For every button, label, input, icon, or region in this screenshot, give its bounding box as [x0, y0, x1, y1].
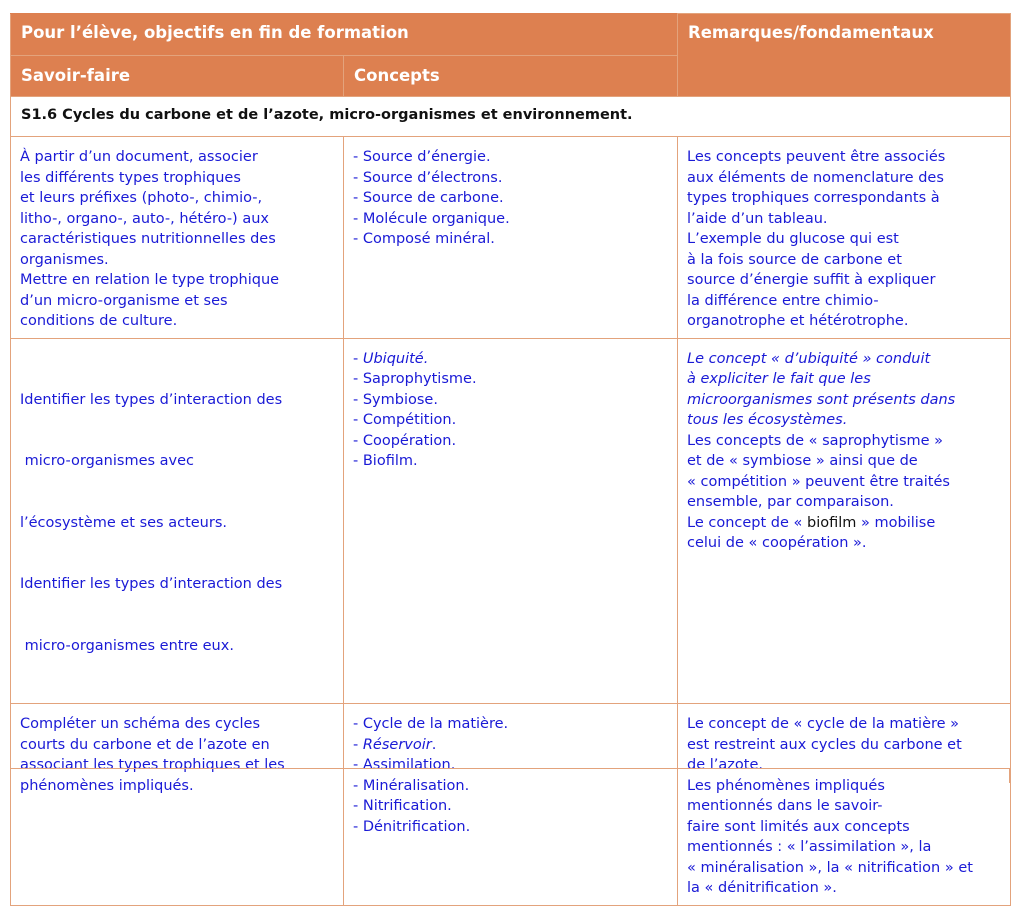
- savoir-faire-cell: [11, 137, 344, 339]
- text-line: tous les écosystèmes.: [687, 412, 848, 428]
- text-line: Les concepts de « saprophytisme »: [687, 432, 944, 449]
- remarques-cell: [678, 137, 1011, 339]
- concept-item: [353, 735, 671, 756]
- text-line: microorganismes sont présents dans: [687, 391, 956, 408]
- header-concepts: Concepts: [354, 66, 440, 85]
- text-line: de l’azote.: [687, 757, 763, 773]
- text-line: la différence entre chimio-: [687, 292, 879, 309]
- text-line: « minéralisation », la « nitrification » et: [687, 859, 973, 876]
- text-line: « compétition » peuvent être traités: [687, 473, 950, 490]
- concept-item: - Molécule organique.: [353, 210, 510, 227]
- concept-item: - Dénitrification.: [353, 818, 471, 835]
- header-savoir-faire-cell: [11, 56, 344, 97]
- concept-dot: .: [431, 736, 437, 753]
- text-line: Les concepts peuvent être associés: [687, 149, 946, 165]
- concept-reservoir: Réservoir: [362, 736, 432, 753]
- section-title: S1.6 Cycles du carbone et de l’azote, micro-organismes et environnement.: [21, 107, 633, 123]
- table-row: [11, 137, 1011, 339]
- text-line: organismes.: [20, 251, 109, 268]
- text-line: Identifier les types d’interaction des: [20, 391, 283, 408]
- header-savoir-faire: Savoir-faire: [21, 66, 131, 85]
- concept-item: - Assimilation.: [353, 757, 456, 773]
- concept-item: - Coopération.: [353, 432, 457, 449]
- table-row: [11, 704, 1011, 906]
- concept-item: - Composé minéral.: [353, 231, 495, 247]
- text-line: conditions de culture.: [20, 313, 178, 329]
- biofilm-word: biofilm: [807, 514, 857, 531]
- text-line: Le concept « d’ubiquité » conduit: [687, 350, 931, 367]
- header-objectives-cell: [11, 14, 678, 56]
- text-line: est restreint aux cycles du carbone et: [687, 736, 962, 753]
- header-remarques: Remarques/fondamentaux: [688, 23, 934, 42]
- text-line: celui de « coopération ».: [687, 535, 867, 551]
- text-line: à expliciter le fait que les: [687, 371, 871, 387]
- remarques-cell: [678, 338, 1011, 704]
- text-line: d’un micro-organisme et ses: [20, 292, 228, 309]
- concept-dash: -: [353, 350, 363, 367]
- text-fragment: Le concept de «: [687, 514, 808, 531]
- text-line: et de « symbiose » ainsi que de: [687, 453, 918, 469]
- concepts-cell: [344, 704, 678, 906]
- next-row-edge: [10, 768, 1010, 783]
- text-line: À partir d’un document, associer: [20, 149, 258, 165]
- text-line: mentionnés dans le savoir-: [687, 798, 883, 814]
- text-line: L’exemple du glucose qui est: [687, 231, 899, 247]
- text-line: mentionnés : « l’assimilation », la: [687, 839, 932, 855]
- concept-item: - Nitrification.: [353, 798, 452, 814]
- concept-item: - Compétition.: [353, 412, 457, 428]
- header-concepts-cell: [344, 56, 678, 97]
- savoir-faire-cell: [11, 338, 344, 704]
- text-line: l’aide d’un tableau.: [687, 210, 828, 227]
- header-remarques-cell: [678, 14, 1011, 97]
- concept-ubiquite: Ubiquité.: [362, 350, 429, 367]
- text-line: types trophiques correspondants à: [687, 190, 940, 206]
- text-line: ensemble, par comparaison.: [687, 494, 894, 510]
- text-line: Les phénomènes impliqués: [687, 777, 885, 794]
- concept-item: - Biofilm.: [353, 453, 418, 469]
- section-row: [11, 97, 1011, 137]
- concepts-cell: [344, 338, 678, 704]
- text-line: organotrophe et hétérotrophe.: [687, 313, 909, 329]
- concept-item: - Source d’énergie.: [353, 149, 491, 165]
- text-line: litho-, organo-, auto-, hétéro-) aux: [20, 210, 269, 227]
- text-line: Identifier les types d’interaction des: [20, 576, 283, 592]
- text-line: aux éléments de nomenclature des: [687, 169, 944, 186]
- concept-item: - Source de carbone.: [353, 190, 504, 206]
- text-line: faire sont limités aux concepts: [687, 818, 910, 835]
- text-line: phénomènes impliqués.: [20, 777, 194, 794]
- text-line: source d’énergie suffit à expliquer: [687, 272, 936, 288]
- remarques-cell: [678, 704, 1011, 906]
- text-line: la « dénitrification ».: [687, 880, 837, 896]
- table-row: [11, 338, 1011, 704]
- concept-item: - Source d’électrons.: [353, 169, 503, 186]
- text-line: Le concept de « cycle de la matière »: [687, 716, 960, 732]
- text-line: Compléter un schéma des cycles: [20, 716, 261, 732]
- concepts-cell: [344, 137, 678, 339]
- text-line: caractéristiques nutritionnelles des: [20, 231, 276, 247]
- concept-item: [353, 349, 671, 370]
- header-objectives: Pour l’élève, objectifs en fin de formation: [21, 23, 409, 42]
- text-line: l’écosystème et ses acteurs.: [20, 514, 227, 531]
- text-line: courts du carbone et de l’azote en: [20, 736, 270, 753]
- text-line: les différents types trophiques: [20, 169, 241, 186]
- concept-dash: -: [353, 736, 363, 753]
- text-line: micro-organismes entre eux.: [20, 637, 234, 654]
- concept-item: - Cycle de la matière.: [353, 716, 509, 732]
- text-line: [687, 513, 1004, 534]
- concept-item: - Symbiose.: [353, 391, 438, 408]
- text-fragment: » mobilise: [856, 514, 936, 531]
- text-line: associant les types trophiques et les: [20, 757, 285, 773]
- text-line: Mettre en relation le type trophique: [20, 272, 280, 288]
- text-line: à la fois source de carbone et: [687, 251, 902, 268]
- concept-item: - Saprophytisme.: [353, 371, 477, 387]
- concept-item: - Minéralisation.: [353, 777, 470, 794]
- text-line: et leurs préfixes (photo-, chimio-,: [20, 190, 263, 206]
- text-line: micro-organismes avec: [20, 453, 195, 469]
- savoir-faire-cell: [11, 704, 344, 906]
